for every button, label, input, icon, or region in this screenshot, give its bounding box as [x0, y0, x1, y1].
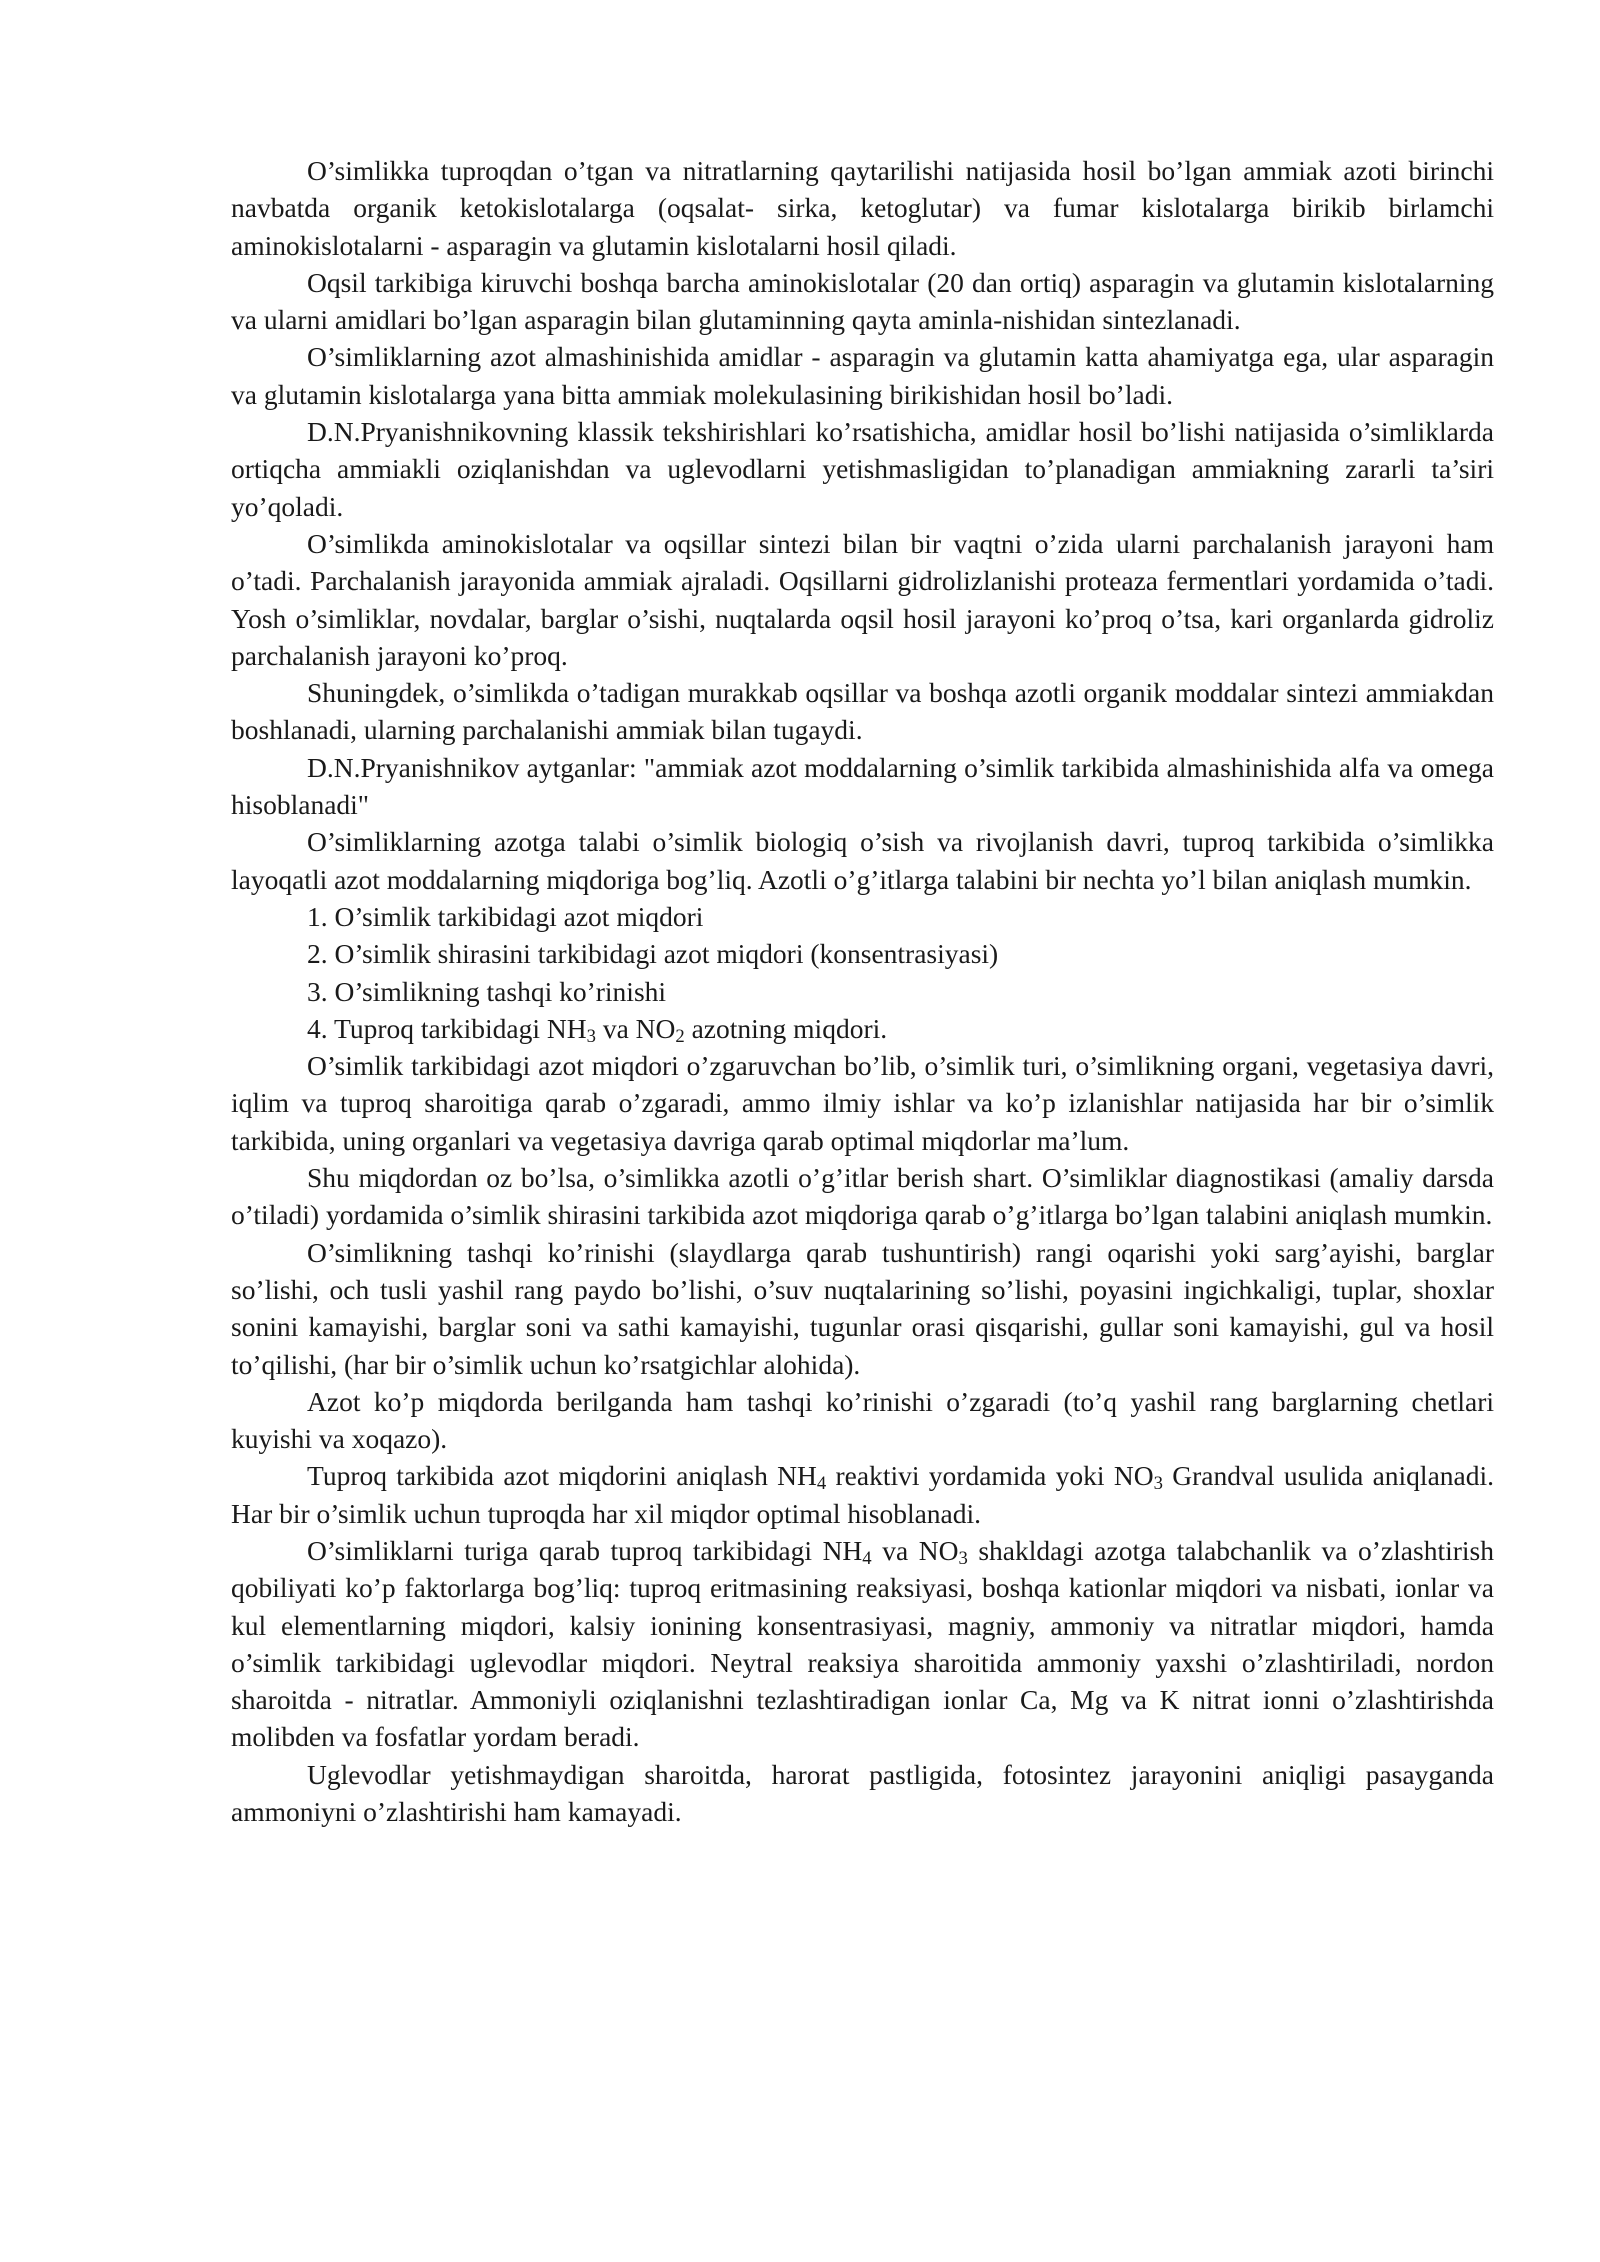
subscript-4: 4 [816, 1473, 827, 1495]
paragraph-10: Shu miqdordan oz bo’lsa, o’simlikka azotli o’g’itlar berish shart. O’simliklar diagnostikasi (amaliy darsda o’tiladi) yordamida o’simlik shirasini tarkibida azot miqdoriga qarab o’g’itlarga bo’lgan talabini aniqlash mumkin. [231, 1162, 1494, 1231]
paragraph-8: O’simliklarning azotga talabi o’simlik biologiq o’sish va rivojlanish davri, tuproq tarkibida o’simlikka layoqatli azot moddalarning miqdoriga bog’liq. Azotli o’g’itlarga talabini bir nechta yo’l bilan aniqlash mumkin. [231, 826, 1494, 895]
subscript-4: 4 [862, 1548, 872, 1570]
paragraph-14-text-b: va NO [882, 1534, 959, 1566]
paragraph-6: Shuningdek, o’simlikda o’tadigan murakkab oqsillar va boshqa azotli organik moddalar sintezi ammiakdan boshlanadi, ularning parchalanishi ammiak bilan tugaydi. [231, 677, 1494, 746]
paragraph-13 [231, 1457, 1494, 1532]
list-item-4 [231, 1010, 1494, 1047]
subscript-3: 3 [586, 1025, 596, 1047]
paragraph-14 [231, 1532, 1494, 1756]
paragraph-7: D.N.Pryanishnikov aytganlar: "ammiak azot moddalarning o’simlik tarkibida almashinishida alfa va omega hisoblanadi" [231, 751, 1494, 821]
paragraph-9: O’simlik tarkibidagi azot miqdori o’zgaruvchan bo’lib, o’simlik turi, o’simlikning organi, vegetasiya davri, iqlim va tuproq sharoitiga qarab o’zgaradi, ammo ilmiy ishlar va ko’p izlanishlar natijasida har bir o’simlik tarkibida, uning organlari va vegetasiya davriga qarab optimal miqdorlar ma’lum. [231, 1050, 1494, 1156]
paragraph-13-text-a: Tuproq tarkibida azot miqdorini aniqlash NH [307, 1460, 817, 1492]
paragraph-13-text-c: Grandval usulida aniqlanadi. Har bir o’simlik uchun tuproqda har xil miqdor optimal hisoblanadi. [231, 1460, 1494, 1529]
paragraph-3: O’simliklarning azot almashinishida amidlar - asparagin va glutamin katta ahamiyatga ega, ular asparagin va glutamin kislotalarga yana bitta ammiak molekulasining birikishidan hosil bo’ladi. [231, 341, 1494, 410]
list-item-4-text-b: va NO [602, 1012, 676, 1044]
paragraph-4: D.N.Pryanishnikovning klassik tekshirishlari ko’rsatishicha, amidlar hosil bo’lishi natijasida o’simliklarda ortiqcha ammiakli oziqlanishdan va uglevodlarni yetishmasligidan to’planadigan ammiakning zararli ta’siri yo’qoladi. [231, 416, 1494, 522]
list-item-3: 3. O’simlikning tashqi ko’rinishi [307, 975, 667, 1007]
paragraph-5: O’simlikda aminokislotalar va oqsillar sintezi bilan bir vaqtni o’zida ularni parchalanish jarayoni ham o’tadi. Parchalanish jarayonida ammiak ajraladi. Oqsillarni gidrolizlanishi proteaza fermentlari yordamida o’tadi. Yosh o’simliklar, novdalar, barglar o’sishi, nuqtalarda oqsil hosil jarayoni ko’proq o’tsa, kari organlarda gidroliz parchalanish jarayoni ko’proq. [231, 527, 1494, 671]
subscript-3: 3 [958, 1548, 968, 1570]
paragraph-12: Azot ko’p miqdorda berilganda ham tashqi ko’rinishi o’zgaradi (to’q yashil rang barglarning chetlari kuyishi va xoqazo). [231, 1385, 1494, 1455]
paragraph-1: O’simlikka tuproqdan o’tgan va nitratlarning qaytarilishi natijasida hosil bo’lgan ammiak azoti birinchi navbatda organik ketokislotalarga (oqsalat- sirka, ketoglutar) va fumar kislotalarga birikib birlamchi aminokislotalarni - asparagin va glutamin kislotalarni hosil qiladi. [231, 155, 1494, 261]
list-item-4-text-a: 4. Tuproq tarkibidagi NH [307, 1012, 587, 1044]
paragraph-14-text-c: shakldagi azotga talabchanlik va o’zlashtirish qobiliyati ko’p faktorlarga bog’liq: tuproq eritmasining reaksiyasi, boshqa kationlar miqdori va nisbati, ionlar va kul elementlarning miqdori, kalsiy ionining konsentrasiyasi, magniy, ammoniy va nitratlar miqdori, hamda o’simlik tarkibidagi uglevodlar miqdori. Neytral reaksiya sharoitida ammoniy yaxshi o’zlashtiriladi, nordon sharoitda - nitratlar. Ammoniyli oziqlanishni tezlashtiradigan ionlar Ca, Mg va K nitrat ionni o’zlashtirishda molibden va fosfatlar yordam beradi. [231, 1534, 1494, 1753]
paragraph-14-text-a: O’simliklarni turiga qarab tuproq tarkibidagi NH [307, 1534, 863, 1566]
paragraph-11: O’simlikning tashqi ko’rinishi (slaydlarga qarab tushuntirish) rangi oqarishi yoki sarg’ayishi, barglar so’lishi, och tusli yashil rang paydo bo’lishi, o’suv nuqtalarining so’lishi, poyasini ingichkaligi, tuplar, shoxlar sonini kamayishi, barglar soni va sathi kamayishi, tugunlar orasi qisqarishi, gullar soni kamayishi, gul va hosil to’qilishi, (har bir o’simlik uchun ko’rsatgichlar alohida). [231, 1236, 1494, 1380]
paragraph-13-text-b: reaktivi yordamida yoki NO [835, 1460, 1154, 1492]
list-item-1: 1. O’simlik tarkibidagi azot miqdori [307, 900, 704, 932]
list-item-2: 2. O’simlik shirasini tarkibidagi azot miqdori (konsentrasiyasi) [307, 938, 999, 970]
list-item-4-text-c: azotning miqdori. [691, 1012, 888, 1044]
subscript-3: 3 [1153, 1473, 1163, 1495]
subscript-2: 2 [675, 1025, 685, 1047]
paragraph-15: Uglevodlar yetishmaydigan sharoitda, harorat pastligida, fotosintez jarayonini aniqligi pasayganda ammoniyni o’zlashtirishi ham kamayadi. [231, 1758, 1494, 1828]
paragraph-2: Oqsil tarkibiga kiruvchi boshqa barcha aminokislotalar (20 dan ortiq) asparagin va glutamin kislotalarning va ularni amidlari bo’lgan asparagin bilan glutaminning qayta aminla-nishidan sintezlanadi. [231, 266, 1494, 336]
